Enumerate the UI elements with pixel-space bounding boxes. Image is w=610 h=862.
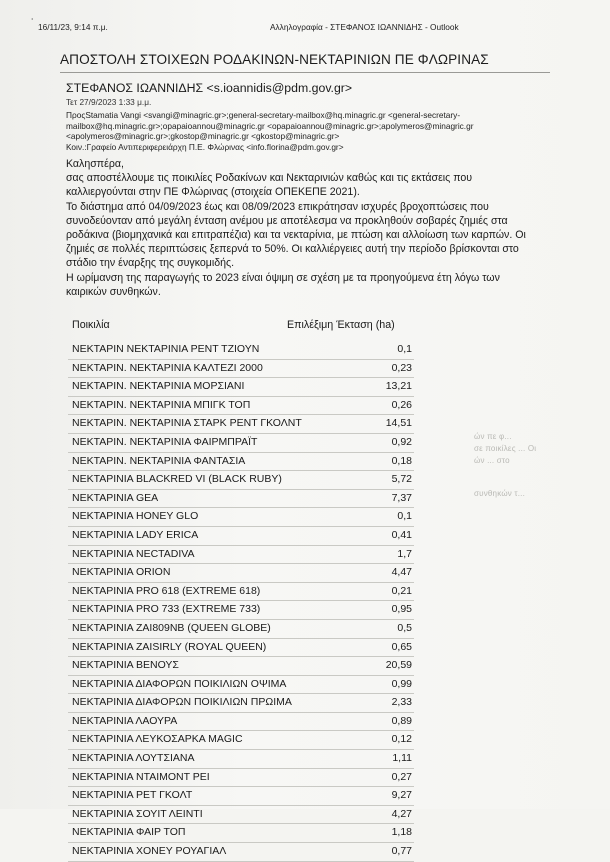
body-line: Καλησπέρα, (66, 158, 124, 170)
table-row (68, 639, 414, 658)
body-line: ροδάκινα (βιομηχανικά και επιτραπέζια) και τα νεκταρίνια, με πτώση και αλλοίωση των καρπών. Οι (66, 229, 526, 242)
table-row (68, 843, 414, 862)
area-cell: 0,23 (391, 361, 412, 374)
variety-cell: ΝΕΚΤΑΡΙΝΙΑ ΔΙΑΦΟΡΩΝ ΠΟΙΚΙΛΙΩΝ ΠΡΩΙΜΑ (72, 696, 292, 709)
table-row (68, 490, 414, 509)
table-row (68, 583, 414, 602)
column-header-area: Επιλέξιμη Έκταση (ha) (287, 319, 395, 331)
email-sender: ΣΤΕΦΑΝΟΣ ΙΩΑΝΝΙΔΗΣ <s.ioannidis@pdm.gov.gr> (66, 81, 353, 95)
bleed-through-text: σε ποικίλες ... Οι (474, 444, 537, 453)
variety-cell: ΝΕΚΤΑΡΙΝΙΑ ΒΕΝΟΥΣ (72, 659, 179, 672)
variety-cell: ΝΕΚΤΑΡΙΝΙΑ ΛΕΥΚΟΣΑΡΚΑ MAGIC (72, 733, 243, 746)
variety-cell: ΝΕΚΤΑΡΙΝΙΑ PRO 618 (EXTREME 618) (72, 584, 261, 597)
area-cell: 0,65 (391, 640, 412, 653)
variety-cell: ΝΕΚΤΑΡΙΝ. ΝΕΚΤΑΡΙΝΙΑ ΜΟΡΣΙΑΝΙ (72, 380, 245, 393)
area-cell: 9,27 (391, 789, 412, 802)
cc-line: Κοιν.:Γραφείο Αντιπεριφερειάρχη Π.Ε. Φλώρινας <info.florina@pdm.gov.gr> (66, 141, 344, 152)
fold-mark-icon: ⸱ (31, 14, 34, 24)
variety-cell: ΝΕΚΤΑΡΙΝΙΑ ΛΟΥΤΣΙΑΝΑ (72, 752, 195, 765)
variety-cell: ΝΕΚΤΑΡΙΝΙΑ NECTADIVA (72, 547, 195, 560)
bleed-through-text: ών πε φ... (474, 432, 512, 441)
recipients-line: ΠροςStamatia Vangi <svangi@minagric.gr>;general-secretary-mailbox@hq.minagric.gr <general-secretary- (66, 110, 461, 120)
area-cell: 13,21 (385, 380, 412, 393)
body-line: καλλιεργούνται στην ΠΕ Φλώρινας (στοιχεία ΟΠΕΚΕΠΕ 2021). (66, 186, 360, 199)
table-row (68, 415, 414, 434)
area-cell: 0,18 (391, 454, 412, 467)
variety-cell: ΝΕΚΤΑΡΙΝ. ΝΕΚΤΑΡΙΝΙΑ ΦΑΝΤΑΣΙΑ (72, 454, 246, 467)
table-row (68, 731, 414, 750)
variety-cell: ΝΕΚΤΑΡΙΝΙΑ ZAI809NB (QUEEN GLOBE) (72, 621, 271, 634)
recipients-line: mailbox@hq.minagric.gr>;opapaioannou@minagric.gr <opapaioannou@minagric.gr>;apolymeros@minagric.gr (66, 120, 474, 131)
area-cell: 0,21 (391, 584, 412, 597)
area-cell: 1,18 (391, 826, 412, 839)
table-row (68, 564, 414, 583)
table-row (68, 750, 414, 769)
table-row (68, 769, 414, 788)
area-cell: 5,72 (391, 473, 412, 486)
area-cell: 0,5 (397, 621, 412, 634)
variety-cell: ΝΕΚΤΑΡΙΝΙΑ ΔΙΑΦΟΡΩΝ ΠΟΙΚΙΛΙΩΝ ΟΨΙΜΑ (72, 677, 287, 690)
email-recipients (66, 110, 540, 152)
variety-cell: ΝΕΚΤΑΡΙΝ ΝΕΚΤΑΡΙΝΙΑ ΡΕΝΤ ΤΖΙΟΥΝ (72, 343, 260, 355)
table-row (68, 657, 414, 676)
table-row (68, 787, 414, 806)
body-line: στάδιο την έναρξης της συγκομιδής. (66, 257, 235, 270)
body-line: Η ωρίμανση της παραγωγής το 2023 είναι όψιμη σε σχέση με τα προηγούμενα έτη λόγω των (66, 271, 500, 284)
table-row (68, 341, 414, 360)
area-cell: 7,37 (391, 491, 412, 504)
table-row (68, 713, 414, 732)
area-cell: 0,77 (391, 845, 412, 858)
bleed-through-text: συνθηκών τ... (474, 489, 526, 498)
variety-cell: ΝΕΚΤΑΡΙΝΙΑ ΧΟΝΕΥ ΡΟΥΑΓΙΑΛ (72, 845, 227, 858)
variety-cell: ΝΕΚΤΑΡΙΝΙΑ ΣΟΥΙΤ ΛΕΙΝΤΙ (72, 807, 203, 820)
email-subject: ΑΠΟΣΤΟΛΗ ΣΤΟΙΧΕΩΝ ΡΟΔΑΚΙΝΩΝ-ΝΕΚΤΑΡΙΝΙΩΝ ΠΕ ΦΛΩΡΙΝΑΣ (60, 52, 489, 67)
area-cell: 0,99 (391, 677, 412, 690)
recipients-line: <apolymeros@minagric.gr>;gkostop@minagric.gr <gkostop@minagric.gr> (66, 131, 340, 142)
area-cell: 0,12 (391, 733, 412, 746)
variety-cell: ΝΕΚΤΑΡΙΝΙΑ BLACKRED VI (BLACK RUBY) (72, 473, 282, 486)
table-row (68, 620, 414, 639)
table-row (68, 601, 414, 620)
body-line: σας αποστέλλουμε τις ποικιλίες Ροδακίνων και Νεκταρινιών καθώς και τις εκτάσεις που (66, 172, 473, 185)
table-row (68, 453, 414, 472)
table-row (68, 527, 414, 546)
variety-cell: ΝΕΚΤΑΡΙΝ. ΝΕΚΤΑΡΙΝΙΑ ΣΤΑΡΚ ΡΕΝΤ ΓΚΟΛΝΤ (72, 417, 302, 430)
variety-cell: ΝΕΚΤΑΡΙΝΙΑ ORION (72, 566, 171, 579)
table-row (68, 508, 414, 527)
variety-cell: ΝΕΚΤΑΡΙΝΙΑ LADY ERICA (72, 528, 199, 541)
table-row (68, 378, 414, 397)
table-row (68, 694, 414, 713)
variety-cell: ΝΕΚΤΑΡΙΝ. ΝΕΚΤΑΡΙΝΙΑ ΜΠΙΓΚ ΤΟΠ (72, 398, 251, 411)
print-window-title: Αλληλογραφία - ΣΤΕΦΑΝΟΣ ΙΩΑΝΝΙΔΗΣ - Outlook (270, 22, 459, 32)
area-cell: 0,41 (391, 528, 412, 541)
body-line: συνοδεύονταν από μεγάλη ένταση ανέμου με αποτέλεσμα να προκληθούν σοβαρές ζημιές στα (66, 214, 508, 227)
variety-cell: ΝΕΚΤΑΡΙΝΙΑ ZAISIRLY (ROYAL QUEEN) (72, 640, 267, 653)
area-cell: 0,92 (391, 435, 412, 448)
bleed-through-text: ών ... στο (474, 456, 510, 465)
table-row (68, 824, 414, 843)
variety-cell: ΝΕΚΤΑΡΙΝΙΑ GEA (72, 491, 159, 504)
area-cell: 4,47 (391, 566, 412, 579)
email-date: Τετ 27/9/2023 1:33 μ.μ. (66, 97, 152, 107)
variety-cell: ΝΕΚΤΑΡΙΝΙΑ PRO 733 (EXTREME 733) (72, 603, 261, 616)
table-row (68, 360, 414, 379)
area-cell: 0,95 (391, 603, 412, 616)
area-cell: 0,1 (397, 510, 412, 523)
print-timestamp: 16/11/23, 9:14 π.μ. (38, 22, 108, 32)
area-cell: 14,51 (385, 417, 412, 430)
variety-cell: ΝΕΚΤΑΡΙΝ. ΝΕΚΤΑΡΙΝΙΑ ΦΑΙΡΜΠΡΑΪΤ (72, 435, 258, 448)
variety-cell: ΝΕΚΤΑΡΙΝΙΑ ΝΤΑΙΜΟΝΤ ΡΕΙ (72, 770, 210, 783)
table-row (68, 676, 414, 695)
area-cell: 0,1 (397, 343, 412, 355)
area-cell: 0,27 (391, 770, 412, 783)
variety-cell: ΝΕΚΤΑΡΙΝΙΑ ΦΑΙΡ ΤΟΠ (72, 826, 186, 839)
area-cell: 1,7 (397, 547, 412, 560)
table-row (68, 471, 414, 490)
variety-cell: ΝΕΚΤΑΡΙΝ. ΝΕΚΤΑΡΙΝΙΑ ΚΑΛΤΕΖΙ 2000 (72, 361, 263, 374)
area-cell: 2,33 (391, 696, 412, 709)
area-cell: 4,27 (391, 807, 412, 820)
email-body (66, 157, 556, 299)
variety-cell: ΝΕΚΤΑΡΙΝΙΑ ΡΕΤ ΓΚΟΛΤ (72, 789, 193, 802)
table-row (68, 546, 414, 565)
variety-cell: ΝΕΚΤΑΡΙΝΙΑ HONEY GLO (72, 510, 199, 523)
body-line: Το διάστημα από 04/09/2023 έως και 08/09/2023 επικράτησαν ισχυρές βροχοπτώσεις που (66, 200, 489, 213)
table-row (68, 397, 414, 416)
body-line: καιρικών συνθηκών. (66, 285, 161, 298)
area-cell: 20,59 (385, 659, 412, 672)
column-header-variety: Ποικιλία (72, 319, 110, 331)
area-cell: 0,89 (391, 714, 412, 727)
area-cell: 1,11 (392, 752, 412, 765)
variety-table (68, 341, 414, 862)
table-row (68, 434, 414, 453)
area-cell: 0,26 (391, 398, 412, 411)
body-line: ζημιές σε πολλές περιπτώσεις ξεπερνά το 50%. Οι καλλιέργειες αυτή την περίοδο βρίσκονται στο (66, 243, 519, 256)
variety-cell: ΝΕΚΤΑΡΙΝΙΑ ΛΑΟΥΡΑ (72, 714, 178, 727)
subject-divider (60, 72, 550, 73)
